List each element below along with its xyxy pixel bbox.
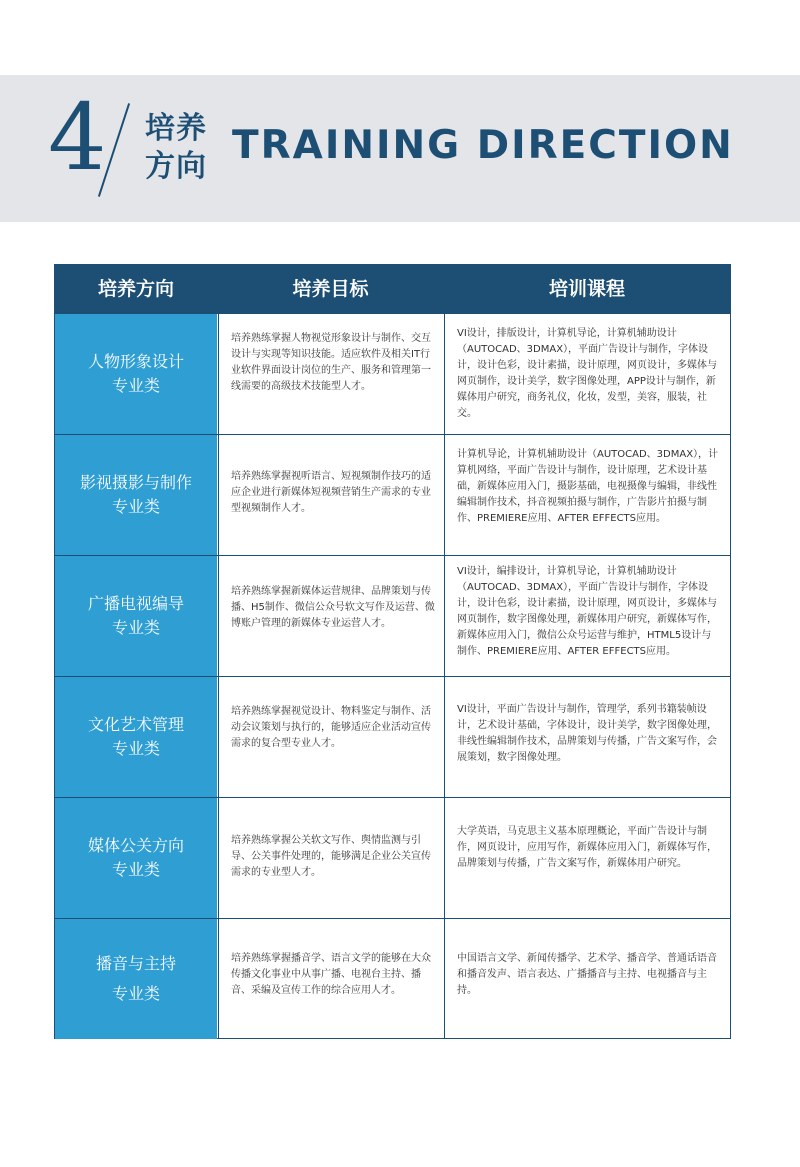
table-row [55,797,730,918]
section-number: 4 [48,84,107,191]
section-title-cn [145,110,225,186]
table-row [55,434,730,555]
direction-cell [55,435,217,555]
training-direction-table [54,264,731,1039]
column-header-courses: 培训课程 [548,278,625,300]
table-row [55,676,730,797]
direction-cell [55,314,217,434]
column-header-direction: 培养方向 [97,278,174,300]
courses-cell: VI设计，排版设计，计算机导论，计算机辅助设计（AUTOCAD、3DMAX），平面广告设计与制作，字体设计，设计色彩，设计素描，设计原理，网页设计，多媒体与网页制作，设计美学，数字图像处理，APP设计与制作，新媒体用户研究，商务礼仪，化妆，发型，美容，服装，社交。 [444,314,730,434]
goal-cell: 培养熟练掌握新媒体运营规律、品牌策划与传播、H5制作、微信公众号软文写作及运营、微博账户管理的新媒体专业运营人才。 [218,556,443,676]
goal-cell: 培养熟练掌握视听语言、短视频制作技巧的适应企业进行新媒体短视频营销生产需求的专业型视频制作人才。 [218,435,443,555]
table-header [55,265,730,313]
table-row [55,313,730,434]
section-title-cn-line1: 培养 [145,111,207,146]
direction-category: 专业类 [111,984,160,1003]
goal-cell: 培养熟练掌握视觉设计、物料鉴定与制作、活动会议策划与执行的，能够适应企业活动宣传需求的复合型专业人才。 [218,677,443,797]
table-row [55,555,730,676]
direction-category: 专业类 [111,497,160,516]
courses-cell: 中国语言文学、新闻传播学、艺术学、播音学、普通话语音和播音发声、语言表达、广播播音与主持、电视播音与主持。 [444,919,730,1039]
direction-name: 广播电视编导 [87,594,184,613]
direction-name: 文化艺术管理 [87,715,184,734]
direction-name: 播音与主持 [95,954,176,973]
direction-cell [55,919,217,1039]
direction-name: 媒体公关方向 [87,836,184,855]
table-row [55,918,730,1039]
direction-cell [55,798,217,918]
goal-cell: 培养熟练掌握播音学、语言文学的能够在大众传播文化事业中从事广播、电视台主持、播音、采编及宣传工作的综合应用人才。 [218,919,443,1039]
goal-cell: 培养熟练掌握人物视觉形象设计与制作、交互设计与实现等知识技能。适应软件及相关IT行业软件界面设计岗位的生产、服务和管理第一线需要的高级技术技能型人才。 [218,314,443,434]
direction-category: 专业类 [111,860,160,879]
direction-cell [55,556,217,676]
courses-cell: VI设计，编排设计，计算机导论，计算机辅助设计（AUTOCAD、3DMAX），平面广告设计与制作，字体设计，设计色彩，设计素描，设计原理，网页设计，多媒体与网页制作，数字图像处理，新媒体用户研究，新媒体写作，新媒体应用入门，微信公众号运营与维护，HTML5设计与制作、PREMIERE应用、AFTER EFFECTS应用。 [444,556,730,676]
section-title-en: TRAINING DIRECTION [232,123,734,168]
courses-cell: 计算机导论，计算机辅助设计（AUTOCAD、3DMAX），计算机网络，平面广告设计与制作，设计原理，艺术设计基础，新媒体应用入门，摄影基础，电视摄像与编辑，非线性编辑制作技术，抖音视频拍摄与制作，广告影片拍摄与制作、PREMIERE应用、AFTER EFFECTS应用。 [444,435,730,555]
direction-category: 专业类 [111,376,160,395]
direction-cell [55,677,217,797]
direction-name: 人物形象设计 [87,352,184,371]
courses-cell: VI设计，平面广告设计与制作，管理学，系列书籍装帧设计，艺术设计基础，字体设计，设计美学，数字图像处理，非线性编辑制作技术，品牌策划与传播，广告文案写作，会展策划，数字图像处理。 [444,677,730,797]
section-title-cn-line2: 方向 [145,149,207,184]
direction-category: 专业类 [111,618,160,637]
column-header-goal: 培养目标 [292,278,369,300]
direction-name: 影视摄影与制作 [79,473,192,492]
goal-cell: 培养熟练掌握公关软文写作、舆情监测与引导、公关事件处理的，能够满足企业公关宣传需求的专业型人才。 [218,798,443,918]
courses-cell: 大学英语，马克思主义基本原理概论，平面广告设计与制作，网页设计，应用写作，新媒体应用入门，新媒体写作，品牌策划与传播，广告文案写作，新媒体用户研究。 [444,798,730,918]
direction-category: 专业类 [111,739,160,758]
